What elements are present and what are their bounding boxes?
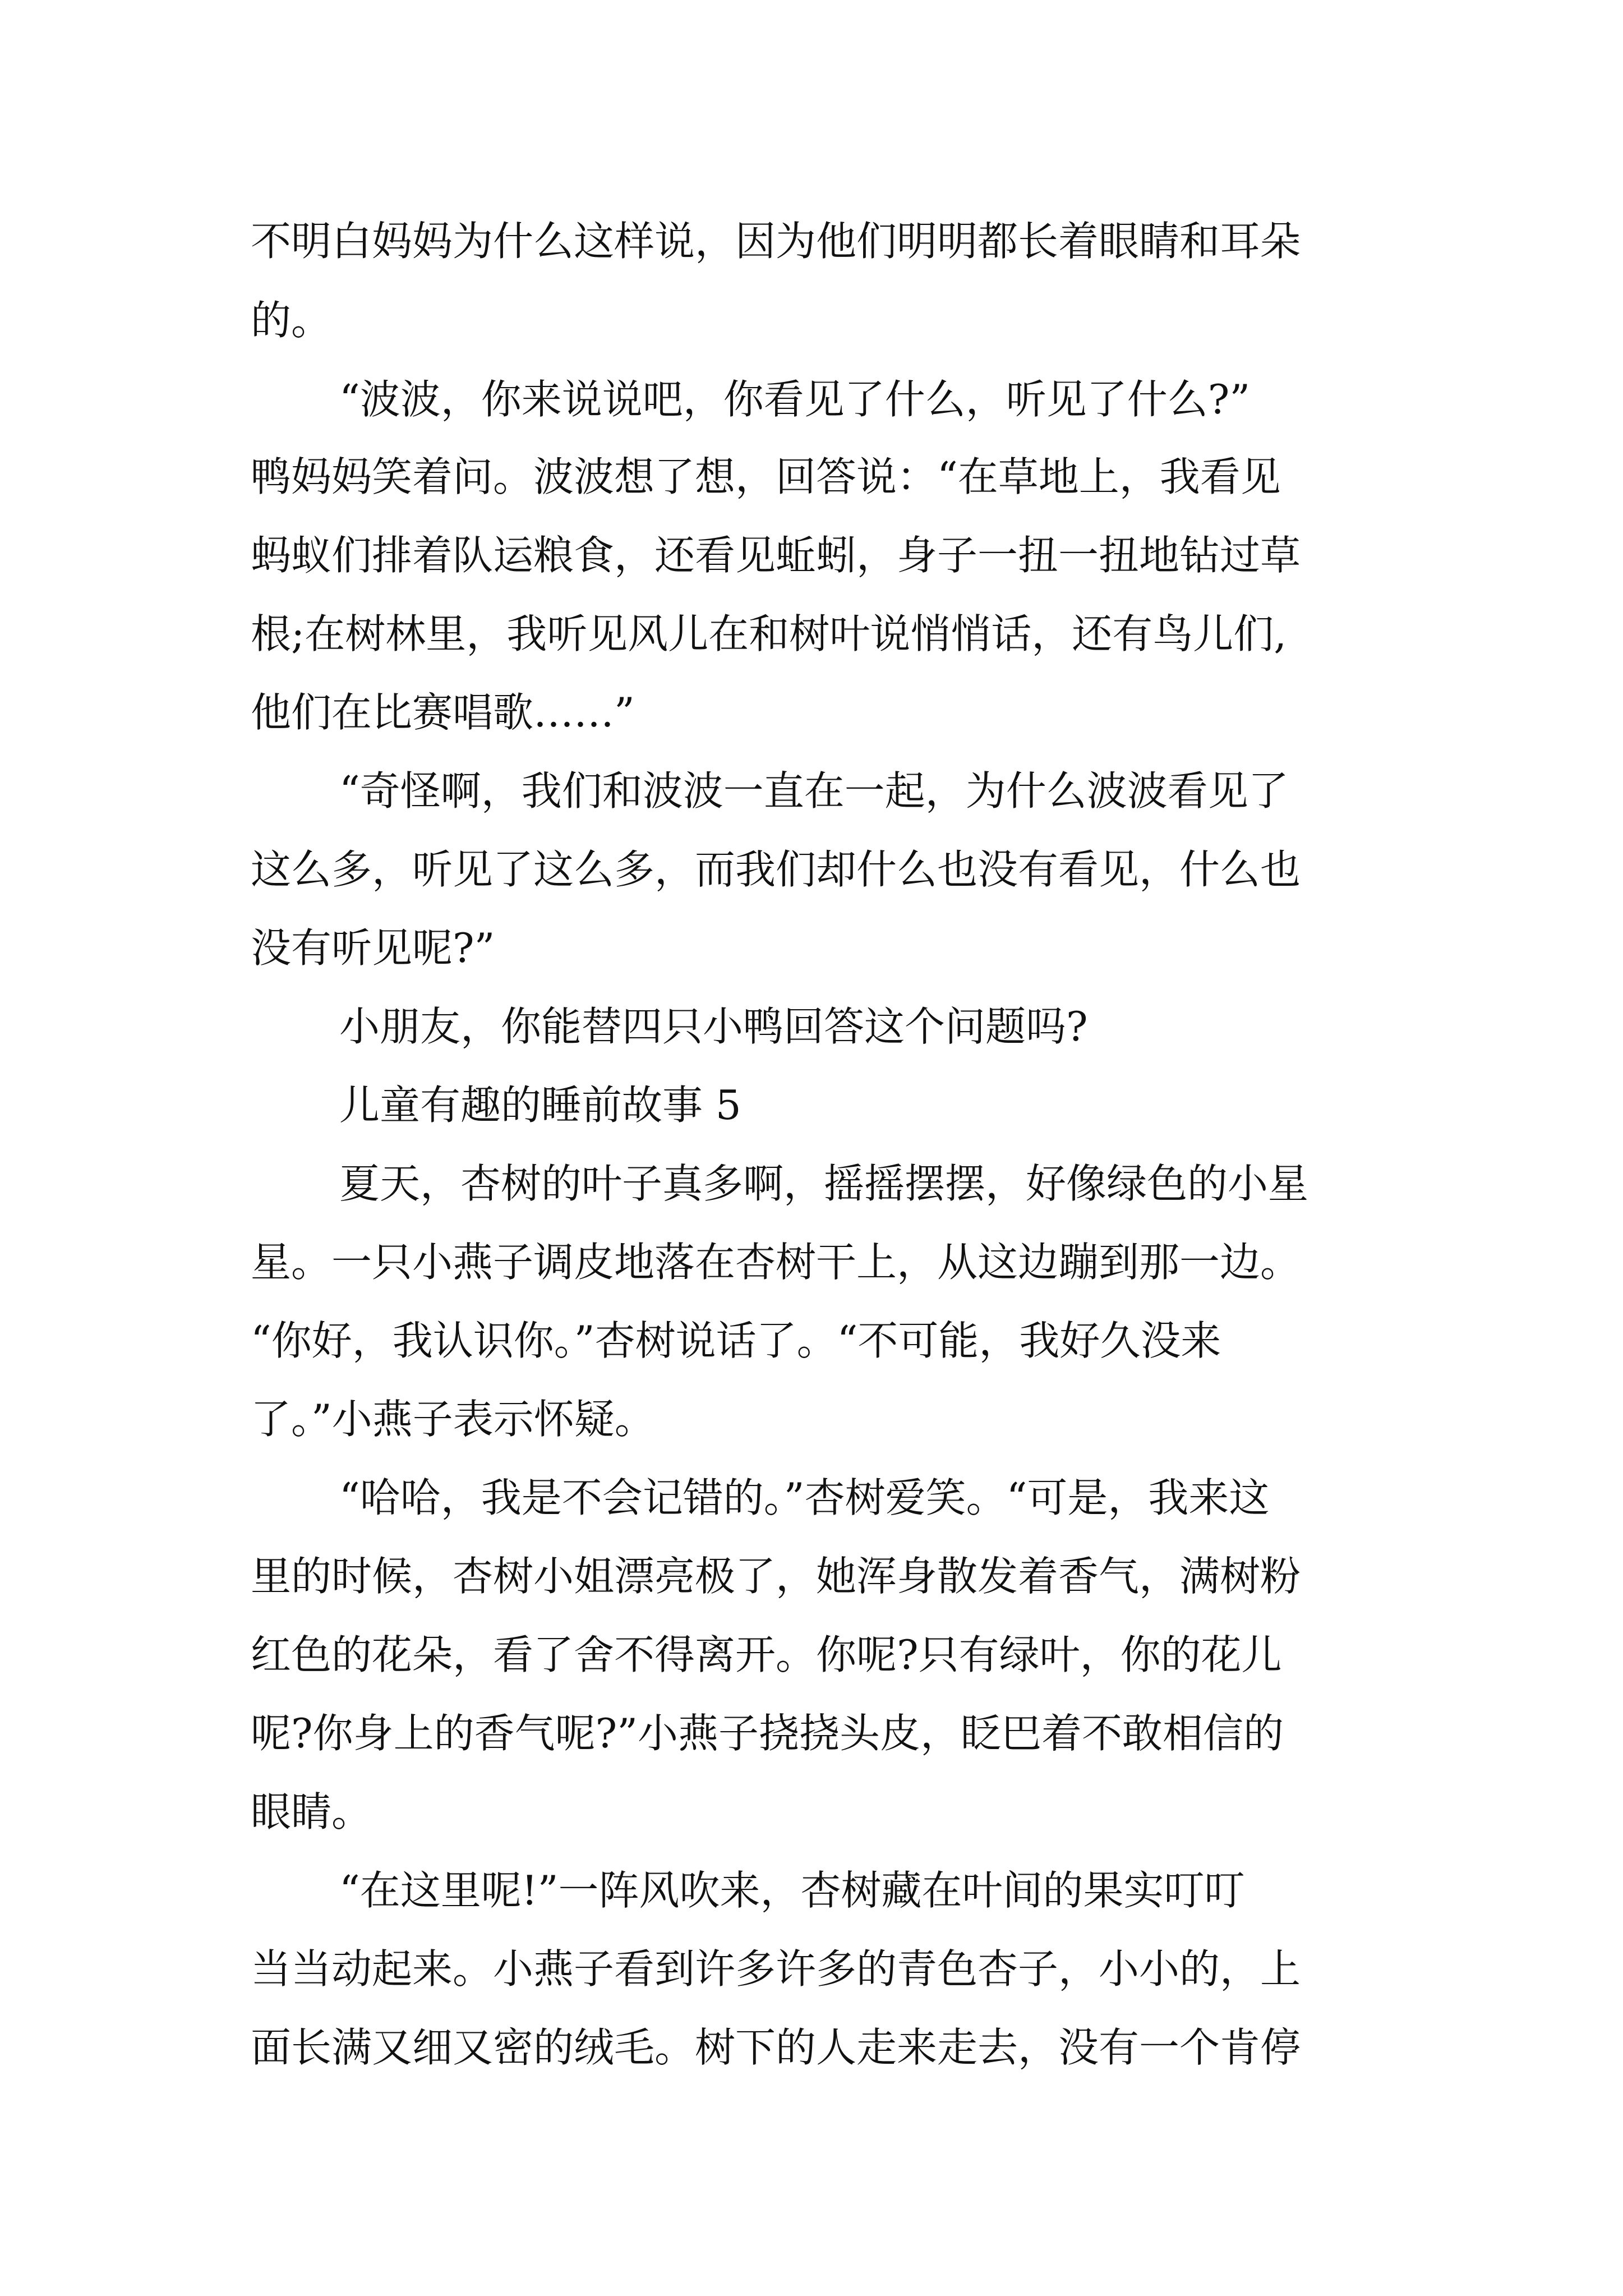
text-line: 星。一只小燕子调皮地落在杏树干上，从这边蹦到那一边。 xyxy=(251,1239,1301,1286)
text-line: 这么多，听见了这么多，而我们却什么也没有看见，什么也 xyxy=(251,846,1301,893)
text-line: “在这里呢!”一阵风吹来，杏树藏在叶间的果实叮叮 xyxy=(339,1867,1245,1914)
text-line: 根;在树林里，我听见风儿在和树叶说悄悄话，还有鸟儿们, xyxy=(251,610,1287,657)
text-line: 的。 xyxy=(251,297,332,344)
text-line: 红色的花朵，看了舍不得离开。你呢?只有绿叶，你的花儿 xyxy=(251,1631,1282,1678)
text-line: “哈哈，我是不会记错的。”杏树爱笑。“可是，我来这 xyxy=(339,1474,1270,1521)
text-line: 呢?你身上的香气呢?”小燕子挠挠头皮，眨巴着不敢相信的 xyxy=(251,1710,1284,1757)
text-line: “波波，你来说说吧，你看见了什么，听见了什么?” xyxy=(339,376,1251,423)
text-line: 没有听见呢?” xyxy=(251,924,495,972)
text-line: 夏天，杏树的叶子真多啊，摇摇摆摆，好像绿色的小星 xyxy=(339,1160,1309,1207)
section-heading: 儿童有趣的睡前故事 5 xyxy=(339,1082,741,1129)
text-line: “奇怪啊，我们和波波一直在一起，为什么波波看见了 xyxy=(339,767,1289,815)
text-line: 眼睛。 xyxy=(251,1788,372,1835)
text-line: 他们在比赛唱歌……” xyxy=(251,689,635,736)
text-line: 面长满又细又密的绒毛。树下的人走来走去，没有一个肯停 xyxy=(251,2024,1301,2071)
text-line: 了。”小燕子表示怀疑。 xyxy=(251,1396,655,1443)
text-line: 鸭妈妈笑着问。波波想了想，回答说：“在草地上，我看见 xyxy=(251,453,1281,500)
text-line: 小朋友，你能替四只小鸭回答这个问题吗? xyxy=(339,1003,1088,1050)
text-line: 不明白妈妈为什么这样说，因为他们明明都长着眼睛和耳朵 xyxy=(251,218,1301,265)
text-line: 当当动起来。小燕子看到许多许多的青色杏子，小小的，上 xyxy=(251,1945,1301,1993)
text-line: 里的时候，杏树小姐漂亮极了，她浑身散发着香气，满树粉 xyxy=(251,1553,1301,1600)
text-line: “你好，我认识你。”杏树说话了。“不可能，我好久没来 xyxy=(251,1317,1221,1364)
text-line: 蚂蚁们排着队运粮食，还看见蚯蚓，身子一扭一扭地钻过草 xyxy=(251,532,1301,579)
